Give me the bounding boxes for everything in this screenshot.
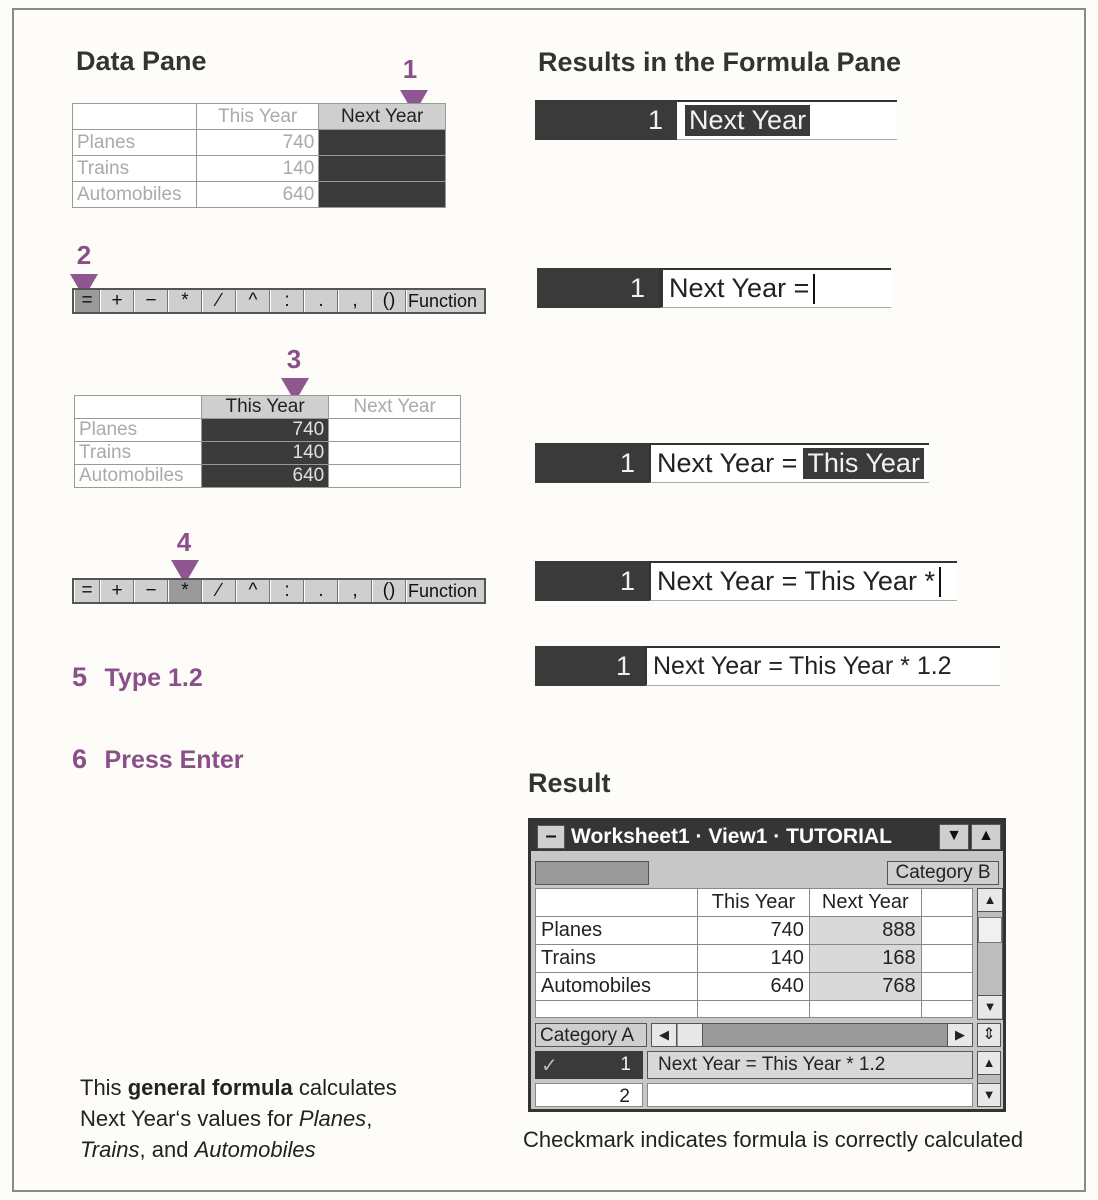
results-heading: Results in the Formula Pane [538, 47, 902, 77]
table-row [73, 156, 446, 182]
row-label: Trains [536, 945, 698, 973]
cell-this-year[interactable]: 640 [698, 973, 810, 1001]
comma-button[interactable]: , [338, 290, 372, 312]
cell-next-year[interactable] [329, 442, 461, 465]
formula-line-4 [535, 561, 957, 601]
formula-text: Next Year = [669, 273, 810, 303]
table-row [73, 130, 446, 156]
table-row [75, 442, 461, 465]
formula-row-header-2 [535, 1083, 643, 1107]
formula-cell[interactable] [649, 561, 957, 601]
formula-cell[interactable] [645, 646, 1000, 686]
formula-scrollbar[interactable] [977, 1051, 1001, 1107]
col-header-this-year[interactable]: This Year [202, 396, 329, 419]
checkmark-icon: ✓ [541, 1055, 558, 1077]
scroll-left-arrow-icon[interactable]: ◀ [652, 1024, 677, 1046]
scroll-thumb[interactable] [978, 917, 1002, 943]
corner-cell [75, 396, 202, 419]
empty-cell [921, 945, 972, 973]
row-label: Trains [75, 442, 202, 465]
text-cursor [813, 274, 815, 304]
h-scroll-thumb[interactable] [678, 1024, 703, 1046]
caption-text: , and [139, 1137, 189, 1162]
formula-row-number: 1 [535, 443, 649, 483]
formula-text: Next Year = This Year * [657, 566, 935, 596]
marker-4: 4 [176, 527, 192, 557]
formula-field-2[interactable] [647, 1083, 973, 1107]
colon-button[interactable]: : [270, 580, 304, 602]
formula-highlight: This Year [803, 448, 924, 479]
cell-value[interactable]: 140 [202, 442, 329, 465]
checkmark-caption: Checkmark indicates formula is correctly calculated [523, 1127, 1024, 1152]
system-menu-icon[interactable]: – [537, 825, 565, 849]
row-label: Planes [75, 419, 202, 442]
operator-toolbar-2 [72, 578, 486, 604]
table-row [536, 1001, 973, 1018]
formula-cell[interactable] [659, 268, 891, 308]
formula-row-number: 2 [619, 1086, 630, 1107]
minimize-icon[interactable]: ▼ [939, 824, 969, 850]
corner-cell [536, 889, 698, 917]
parentheses-button[interactable]: () [372, 580, 406, 602]
parentheses-button[interactable]: () [372, 290, 406, 312]
formula-row-number: 1 [535, 646, 645, 686]
caption-text: Next Year‘s values for [80, 1106, 293, 1131]
split-pane-icon[interactable]: ⇕ [977, 1023, 1001, 1047]
equals-button[interactable]: = [74, 580, 100, 602]
cell-value[interactable]: 140 [197, 156, 319, 182]
function-button[interactable]: Function [407, 580, 478, 601]
caption-line-2: Next Year‘s values for Planes, [80, 1106, 373, 1131]
formula-highlight: Next Year [685, 105, 810, 136]
text-cursor [939, 567, 941, 597]
horizontal-scrollbar[interactable] [651, 1023, 973, 1047]
formula-text: Next Year = [657, 448, 798, 478]
row-label: Trains [73, 156, 197, 182]
formula-text: Next Year = [653, 652, 783, 680]
cell-next-year[interactable]: 168 [809, 945, 921, 973]
row-label: Automobiles [536, 973, 698, 1001]
operator-toolbar-1 [72, 288, 486, 314]
col-header-next-year[interactable]: Next Year [809, 889, 921, 917]
cell-next-year[interactable] [329, 465, 461, 488]
formula-caption [80, 1072, 397, 1165]
row-label: Planes [536, 917, 698, 945]
formula-cell[interactable] [649, 443, 929, 483]
empty-cell [809, 1001, 921, 1018]
formula-cell[interactable] [677, 100, 897, 140]
minus-button[interactable]: − [134, 580, 168, 602]
formula-line-3 [535, 443, 929, 483]
cell-next-year[interactable] [319, 182, 446, 208]
formula-text-rest: This Year * 1.2 [788, 652, 952, 680]
result-heading: Result [528, 768, 611, 798]
step-5-text: Type 1.2 [104, 664, 203, 692]
worksheet-window [528, 818, 1006, 1112]
minus-button[interactable]: − [134, 290, 168, 312]
cell-value[interactable]: 640 [202, 465, 329, 488]
table-row [75, 465, 461, 488]
category-b-drag-handle[interactable] [535, 861, 649, 885]
caption-italic: Planes [298, 1106, 367, 1131]
cell-this-year[interactable]: 140 [698, 945, 810, 973]
empty-cell [536, 1001, 698, 1018]
formula-line-1 [535, 100, 897, 140]
multiply-button[interactable]: * [168, 290, 202, 312]
formula-field[interactable]: Next Year = This Year * 1.2 [647, 1051, 973, 1079]
table-row [536, 973, 973, 1001]
caption-line-1 [80, 1072, 397, 1103]
multiply-button[interactable]: * [168, 580, 202, 602]
divide-button[interactable]: ∕ [202, 290, 236, 312]
corner-cell [73, 104, 197, 130]
plus-button[interactable]: + [100, 290, 134, 312]
cell-next-year[interactable] [319, 156, 446, 182]
step-6-number: 6 [72, 744, 88, 774]
empty-cell [698, 1001, 810, 1018]
divide-button[interactable]: ∕ [202, 580, 236, 602]
table-row [75, 419, 461, 442]
plus-button[interactable]: + [100, 580, 134, 602]
step-5 [72, 662, 203, 693]
power-button[interactable]: ^ [236, 580, 270, 602]
window-title: Worksheet1 · View1 · TUTORIAL [571, 825, 892, 848]
category-a-label[interactable]: Category A [535, 1023, 647, 1047]
caption-text: calculates [298, 1075, 397, 1100]
window-title-bar [531, 821, 1003, 851]
maximize-icon[interactable]: ▲ [971, 824, 1001, 850]
row-label: Automobiles [75, 465, 202, 488]
period-button[interactable]: . [304, 290, 338, 312]
marker-1: 1 [402, 54, 418, 84]
function-button[interactable]: Function [407, 290, 478, 311]
cell-next-year[interactable]: 888 [809, 917, 921, 945]
scroll-up-arrow-icon[interactable]: ▲ [978, 889, 1002, 912]
data-pane-table-1 [72, 103, 446, 208]
cell-value[interactable]: 740 [197, 130, 319, 156]
data-pane-heading: Data Pane [76, 46, 207, 76]
marker-3: 3 [286, 344, 302, 374]
cell-value[interactable]: 740 [202, 419, 329, 442]
cell-next-year[interactable] [329, 419, 461, 442]
formula-row-number: 1 [620, 1054, 631, 1075]
cell-this-year[interactable]: 740 [698, 917, 810, 945]
row-label: Automobiles [73, 182, 197, 208]
comma-button[interactable]: , [338, 580, 372, 602]
cell-next-year[interactable] [319, 130, 446, 156]
cell-value[interactable]: 640 [197, 182, 319, 208]
col-header-this-year[interactable]: This Year [698, 889, 810, 917]
empty-column [921, 889, 972, 917]
cell-next-year[interactable]: 768 [809, 973, 921, 1001]
step-5-number: 5 [72, 662, 88, 692]
formula-row-number: 1 [537, 268, 659, 308]
equals-button[interactable]: = [74, 290, 100, 312]
scroll-down-arrow-icon[interactable]: ▼ [978, 995, 1002, 1018]
formula-line-5 [535, 646, 1000, 686]
formula-scroll-down-icon[interactable]: ▼ [978, 1083, 1000, 1106]
caption-line-3 [80, 1134, 397, 1165]
empty-cell [921, 973, 972, 1001]
table-row [73, 182, 446, 208]
formula-scroll-up-icon[interactable]: ▲ [978, 1052, 1000, 1075]
result-table [535, 888, 973, 1018]
empty-cell [921, 1001, 972, 1018]
col-header-next-year[interactable]: Next Year [329, 396, 461, 419]
row-label: Planes [73, 130, 197, 156]
power-button[interactable]: ^ [236, 290, 270, 312]
period-button[interactable]: . [304, 580, 338, 602]
vertical-scrollbar[interactable] [977, 888, 1003, 1020]
col-header-next-year[interactable]: Next Year [319, 104, 446, 130]
step-6 [72, 744, 244, 775]
step-6-text: Press Enter [104, 746, 244, 774]
formula-row-number: 1 [535, 561, 649, 601]
scroll-right-arrow-icon[interactable]: ▶ [947, 1024, 972, 1046]
category-b-label[interactable]: Category B [887, 861, 999, 885]
formula-row-header [535, 1051, 643, 1079]
caption-italic: Trains [80, 1137, 140, 1162]
empty-cell [921, 917, 972, 945]
caption-italic: Automobiles [194, 1137, 316, 1162]
caption-bold: general formula [127, 1075, 293, 1100]
formula-row-number: 1 [535, 100, 677, 140]
colon-button[interactable]: : [270, 290, 304, 312]
table-row [536, 945, 973, 973]
table-row [536, 917, 973, 945]
marker-2: 2 [76, 240, 92, 270]
caption-text: This [80, 1075, 122, 1100]
formula-line-2 [537, 268, 891, 308]
data-pane-table-3 [74, 395, 461, 488]
col-header-this-year[interactable]: This Year [197, 104, 319, 130]
